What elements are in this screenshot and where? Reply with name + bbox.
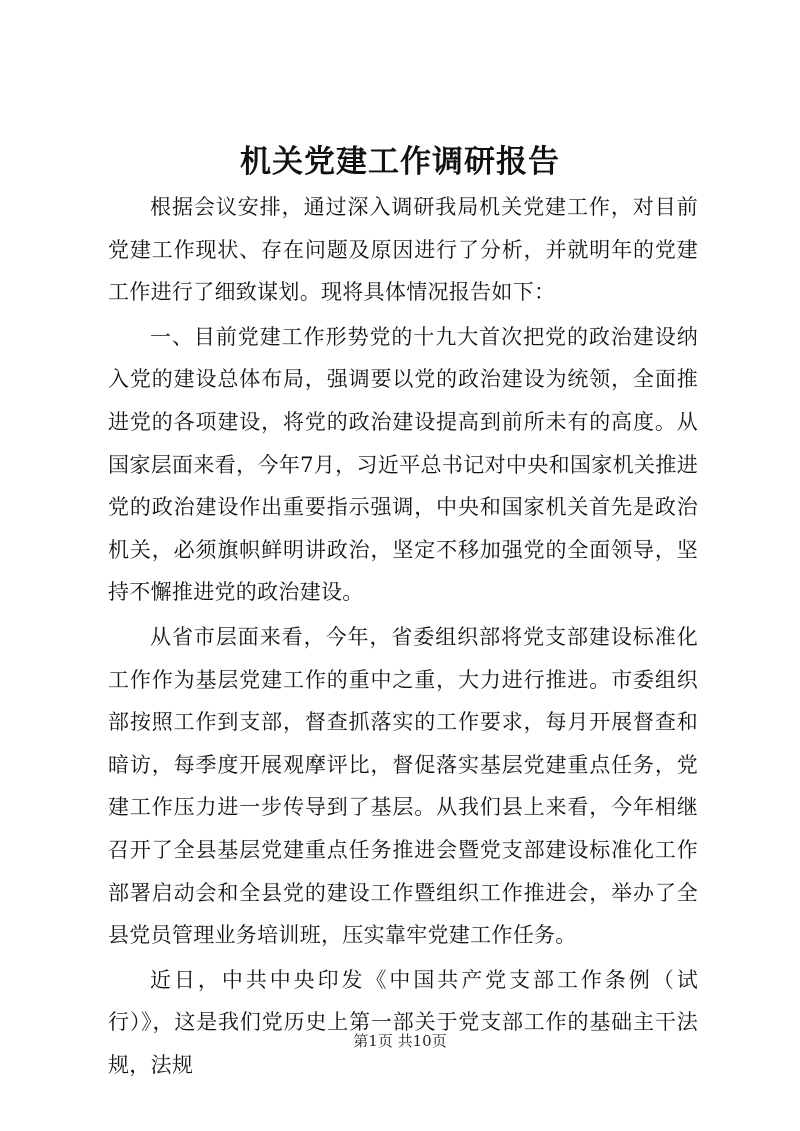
- page-footer: 第1页 共10页: [353, 1032, 447, 1050]
- paragraph-intro: 根据会议安排，通过深入调研我局机关党建工作，对目前党建工作现状、存在问题及原因进行了分析，并就明年的党建工作进行了细致谋划。现将具体情况报告如下：: [108, 195, 698, 305]
- paragraph-regulation: 近日，中共中央印发《中国共产党支部工作条例（试行）》，这是我们党历史上第一部关于党支部工作的基础主干法规，法规: [108, 967, 698, 1077]
- paragraph-situation: 一、目前党建工作形势党的十九大首次把党的政治建设纳入党的建设总体布局，强调要以党的政治建设为统领，全面推进党的各项建设，将党的政治建设提高到前所未有的高度。从国家层面来看，今年7月，习近平总书记对中央和国家机关推进党的政治建设作出重要指示强调，中央和国家机关首先是政治机关，必须旗帜鲜明讲政治，坚定不移加强党的全面领导，坚持不懈推进党的政治建设。: [108, 324, 698, 605]
- document-body: [108, 186, 698, 1086]
- paragraph-provincial: 从省市层面来看，今年，省委组织部将党支部建设标准化工作作为基层党建工作的重中之重，大力进行推进。市委组织部按照工作到支部，督查抓落实的工作要求，每月开展督查和暗访，每季度开展观摩评比，督促落实基层党建重点任务，党建工作压力进一步传导到了基层。从我们县上来看，今年相继召开了全县基层党建重点任务推进会暨党支部建设标准化工作部署启动会和全县党的建设工作暨组织工作推进会，举办了全县党员管理业务培训班，压实靠牢党建工作任务。: [108, 624, 698, 948]
- page-title: 机关党建工作调研报告: [240, 144, 560, 180]
